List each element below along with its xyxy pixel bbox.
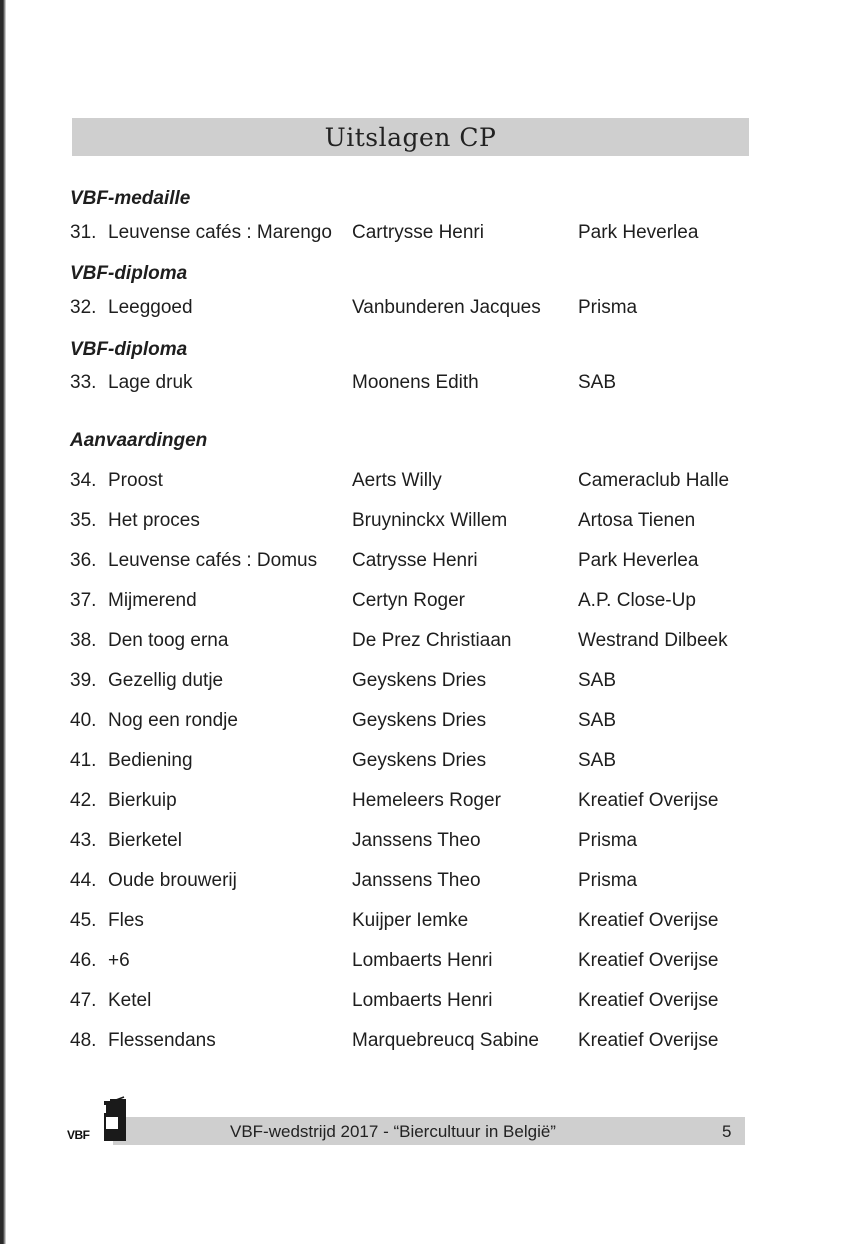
table-row bbox=[0, 710, 864, 738]
entry-club: Park Heverlea bbox=[578, 550, 699, 571]
entry-title: Leeggoed bbox=[108, 297, 193, 318]
entry-number: 39. bbox=[70, 670, 97, 691]
entry-number: 35. bbox=[70, 510, 97, 531]
entry-author: Lombaerts Henri bbox=[352, 990, 493, 1011]
entry-number: 41. bbox=[70, 750, 97, 771]
entry-club: Prisma bbox=[578, 297, 638, 318]
entry-club: Westrand Dilbeek bbox=[578, 630, 728, 651]
section-heading-diploma: VBF-diploma bbox=[70, 263, 188, 284]
entry-club: SAB bbox=[578, 710, 617, 731]
page-number: 5 bbox=[722, 1122, 732, 1141]
entry-club: Kreatief Overijse bbox=[578, 1030, 719, 1051]
entry-number: 46. bbox=[70, 950, 97, 971]
entry-author: Janssens Theo bbox=[352, 870, 481, 891]
entry-title: Lage druk bbox=[108, 372, 193, 393]
table-row bbox=[0, 510, 864, 538]
entry-author: Certyn Roger bbox=[352, 590, 465, 611]
entry-author: De Prez Christiaan bbox=[352, 630, 512, 651]
entry-author: Lombaerts Henri bbox=[352, 950, 493, 971]
entry-author: Vanbunderen Jacques bbox=[352, 297, 541, 318]
entry-number: 43. bbox=[70, 830, 97, 851]
entry-author: Moonens Edith bbox=[352, 372, 479, 393]
entry-club: Kreatief Overijse bbox=[578, 950, 719, 971]
entry-club: Kreatief Overijse bbox=[578, 910, 719, 931]
table-row bbox=[0, 630, 864, 658]
table-row bbox=[0, 990, 864, 1018]
entry-club: Cameraclub Halle bbox=[578, 470, 730, 491]
entry-club: SAB bbox=[578, 670, 617, 691]
entry-title: Bierkuip bbox=[108, 790, 177, 811]
entry-number: 36. bbox=[70, 550, 97, 571]
entry-number: 37. bbox=[70, 590, 97, 611]
table-row bbox=[0, 830, 864, 858]
entry-title: +6 bbox=[108, 950, 130, 971]
entry-title: Bierketel bbox=[108, 830, 182, 851]
entry-club: Prisma bbox=[578, 830, 638, 851]
section-heading-diploma: VBF-diploma bbox=[70, 339, 188, 360]
entry-author: Janssens Theo bbox=[352, 830, 481, 851]
entry-number: 48. bbox=[70, 1030, 97, 1051]
entry-title: Fles bbox=[108, 910, 144, 931]
entry-title: Oude brouwerij bbox=[108, 870, 237, 891]
entry-title: Leuvense cafés : Domus bbox=[108, 550, 318, 571]
entry-author: Aerts Willy bbox=[352, 470, 442, 491]
entry-author: Catrysse Henri bbox=[352, 550, 478, 571]
table-row bbox=[0, 372, 864, 400]
entry-title: Nog een rondje bbox=[108, 710, 238, 731]
entry-number: 31. bbox=[70, 222, 97, 243]
table-row bbox=[0, 1030, 864, 1058]
table-row bbox=[0, 550, 864, 578]
entry-author: Cartrysse Henri bbox=[352, 222, 484, 243]
title-banner bbox=[72, 118, 749, 156]
entry-number: 42. bbox=[70, 790, 97, 811]
entry-title: Proost bbox=[108, 470, 163, 491]
table-row bbox=[0, 222, 864, 250]
entry-title: Den toog erna bbox=[108, 630, 229, 651]
entry-club: SAB bbox=[578, 750, 617, 771]
entry-title: Flessendans bbox=[108, 1030, 216, 1051]
section-heading-medaille: VBF-medaille bbox=[70, 188, 191, 209]
entry-number: 45. bbox=[70, 910, 97, 931]
entry-author: Geyskens Dries bbox=[352, 710, 487, 731]
entry-author: Bruyninckx Willem bbox=[352, 510, 508, 531]
table-row bbox=[0, 670, 864, 698]
entry-title: Gezellig dutje bbox=[108, 670, 224, 691]
table-row bbox=[0, 297, 864, 325]
entry-club: Kreatief Overijse bbox=[578, 790, 719, 811]
table-row bbox=[0, 750, 864, 778]
entry-number: 38. bbox=[70, 630, 97, 651]
table-row bbox=[0, 910, 864, 938]
table-row bbox=[0, 590, 864, 618]
entry-number: 40. bbox=[70, 710, 97, 731]
entry-title: Leuvense cafés : Marengo bbox=[108, 222, 332, 243]
entry-club: Park Heverlea bbox=[578, 222, 699, 243]
entry-title: Het proces bbox=[108, 510, 200, 531]
entry-author: Hemeleers Roger bbox=[352, 790, 501, 811]
page-title: Uitslagen CP bbox=[324, 122, 497, 152]
footer-caption: VBF-wedstrijd 2017 - “Biercultuur in België” bbox=[230, 1122, 556, 1141]
entry-author: Kuijper Iemke bbox=[352, 910, 469, 931]
entry-number: 33. bbox=[70, 372, 97, 393]
entry-title: Ketel bbox=[108, 990, 152, 1011]
entry-club: Kreatief Overijse bbox=[578, 990, 719, 1011]
table-row bbox=[0, 470, 864, 498]
entry-number: 32. bbox=[70, 297, 97, 318]
entry-number: 47. bbox=[70, 990, 97, 1011]
entry-club: SAB bbox=[578, 372, 617, 393]
section-heading-aanvaardingen: Aanvaardingen bbox=[70, 430, 208, 451]
entry-club: Prisma bbox=[578, 870, 638, 891]
entry-author: Marquebreucq Sabine bbox=[352, 1030, 539, 1051]
entry-number: 44. bbox=[70, 870, 97, 891]
entry-number: 34. bbox=[70, 470, 97, 491]
logo-text: VBF bbox=[67, 1128, 90, 1142]
entry-title: Bediening bbox=[108, 750, 193, 771]
table-row bbox=[0, 790, 864, 818]
table-row bbox=[0, 870, 864, 898]
entry-club: Artosa Tienen bbox=[578, 510, 696, 531]
entry-title: Mijmerend bbox=[108, 590, 197, 611]
entry-author: Geyskens Dries bbox=[352, 750, 487, 771]
table-row bbox=[0, 950, 864, 978]
entry-author: Geyskens Dries bbox=[352, 670, 487, 691]
entry-club: A.P. Close-Up bbox=[578, 590, 696, 611]
